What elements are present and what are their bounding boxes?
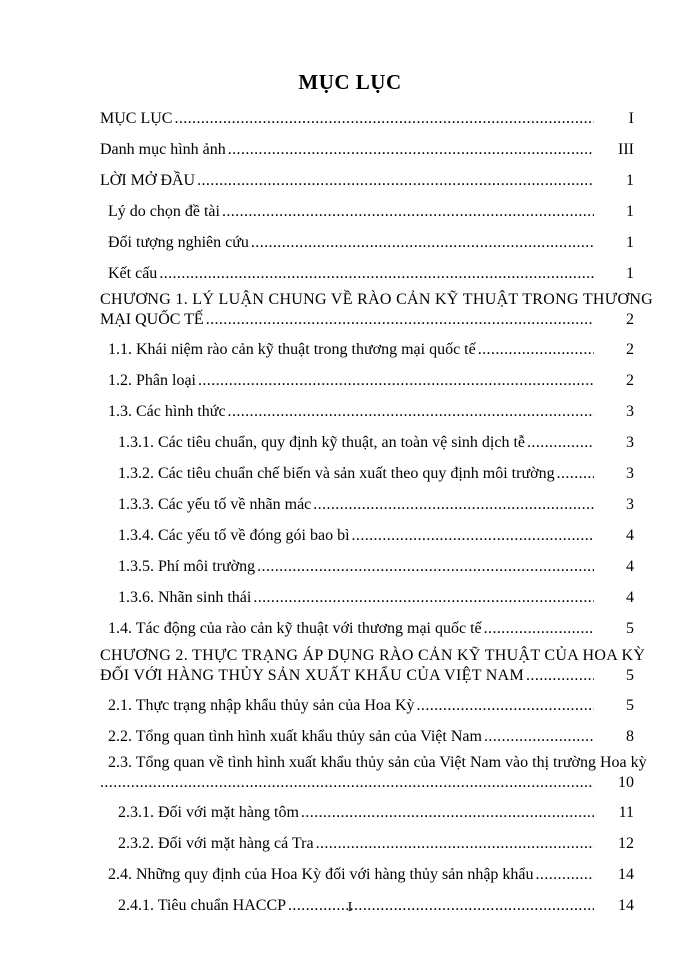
toc-entry-1-3-4[interactable]	[118, 527, 600, 545]
toc-entry-text: 2.4.1. Tiêu chuẩn HACCP	[118, 897, 287, 914]
toc-page-number: 8	[626, 728, 634, 745]
toc-entry-chuong-1[interactable]	[100, 291, 654, 309]
dot-leader	[352, 527, 594, 545]
toc-page-number: 3	[626, 496, 634, 513]
toc-entry-text: 2.4. Những quy định của Hoa Kỳ đối với hàng thủy sản nhập khẩu	[108, 866, 534, 883]
toc-entry-text: 2.2. Tổng quan tình hình xuất khẩu thủy sản của Việt Nam	[108, 728, 482, 745]
footer-page-number: I	[347, 900, 353, 915]
toc-entry-2-3-cont[interactable]	[100, 774, 600, 792]
toc-entry-muc-luc[interactable]	[100, 110, 600, 128]
dot-leader	[206, 311, 594, 329]
toc-page-number: 5	[626, 620, 634, 637]
toc-entry-1-3-2[interactable]	[118, 465, 600, 483]
dot-leader	[198, 372, 594, 390]
toc-page-number: 4	[626, 527, 634, 544]
toc-entry-text: Lý do chọn đề tài	[108, 203, 220, 220]
toc-page-number: 14	[618, 897, 634, 914]
toc-entry-2-3-2[interactable]	[118, 835, 600, 853]
dot-leader	[159, 265, 594, 283]
toc-page-number: 2	[626, 372, 634, 389]
toc-page-number: 10	[618, 774, 634, 791]
toc-page-number: 3	[626, 434, 634, 451]
toc-page-number: 2	[626, 311, 634, 328]
dot-leader	[301, 804, 594, 822]
toc-page-number: 1	[626, 172, 634, 189]
toc-entry-text: 2.3.1. Đối với mặt hàng tôm	[118, 804, 299, 821]
toc-entry-2-3[interactable]	[108, 754, 647, 772]
toc-entry-loi-mo-dau[interactable]	[100, 172, 600, 190]
dot-leader	[228, 141, 594, 159]
toc-entry-2-1[interactable]	[108, 697, 600, 715]
toc-page-number: 4	[626, 558, 634, 575]
toc-entry-1-3-3[interactable]	[118, 496, 600, 514]
dot-leader	[417, 697, 594, 715]
toc-entry-1-1[interactable]	[108, 341, 600, 359]
toc-entry-text: 1.3.6. Nhãn sinh thái	[118, 589, 252, 606]
dot-leader	[257, 558, 594, 576]
toc-entry-1-3-1[interactable]	[118, 434, 600, 452]
toc-entry-2-3-1[interactable]	[118, 804, 600, 822]
toc-entry-1-2[interactable]	[108, 372, 600, 390]
toc-page-number: 1	[626, 203, 634, 220]
dot-leader	[536, 866, 594, 884]
toc-page-number: 3	[626, 465, 634, 482]
toc-entry-1-3[interactable]	[108, 403, 600, 421]
toc-page-number: 5	[626, 697, 634, 714]
toc-entry-ket-cau[interactable]	[108, 265, 600, 283]
toc-entry-text: LỜI MỞ ĐẦU	[100, 172, 196, 189]
toc-entry-text: 2.1. Thực trạng nhập khẩu thủy sản của Hoa Kỳ	[108, 697, 415, 714]
toc-entry-danh-muc-hinh-anh[interactable]	[100, 141, 600, 159]
toc-page-number: 5	[626, 667, 634, 684]
toc-page-number: 11	[618, 804, 634, 821]
toc-entry-text: 1.3.1. Các tiêu chuẩn, quy định kỹ thuật, an toàn vệ sinh dịch tễ	[118, 434, 526, 451]
toc-page-number: 12	[618, 835, 634, 852]
toc-page-number: I	[628, 110, 634, 127]
toc-entry-chuong-1-cont[interactable]	[100, 311, 600, 329]
toc-entry-text: Đối tượng nghiên cứu	[108, 234, 249, 251]
dot-leader	[484, 728, 594, 746]
dot-leader	[253, 589, 594, 607]
toc-entry-text: Kết cấu	[108, 265, 158, 282]
toc-entry-chuong-2[interactable]	[100, 647, 646, 665]
toc-entry-text: 2.3. Tổng quan về tình hình xuất khẩu thủy sản của Việt Nam vào thị trường Hoa kỳ	[108, 754, 647, 771]
toc-entry-ly-do[interactable]	[108, 203, 600, 221]
toc-entry-text: 1.3. Các hình thức	[108, 403, 226, 420]
dot-leader	[527, 434, 594, 452]
toc-page-number: 4	[626, 589, 634, 606]
toc-page-number: III	[618, 141, 634, 158]
toc-entry-text: 1.3.3. Các yếu tố về nhãn mác	[118, 496, 312, 513]
toc-entry-text: 1.3.4. Các yếu tố về đóng gói bao bì	[118, 527, 350, 544]
toc-page-number: 1	[626, 265, 634, 282]
toc-entry-2-4[interactable]	[108, 866, 600, 884]
toc-page-number: 14	[618, 866, 634, 883]
toc-entry-text: 1.3.5. Phí môi trường	[118, 558, 256, 575]
dot-leader	[557, 465, 594, 483]
toc-entry-text: 1.2. Phân loại	[108, 372, 196, 389]
toc-page-number: 3	[626, 403, 634, 420]
toc-entry-1-4[interactable]	[108, 620, 600, 638]
dot-leader	[228, 403, 594, 421]
dot-leader	[484, 620, 594, 638]
toc-page-number: 2	[626, 341, 634, 358]
toc-entry-text: 2.3.2. Đối với mặt hàng cá Tra	[118, 835, 314, 852]
toc-entry-1-3-5[interactable]	[118, 558, 600, 576]
page-title: MỤC LỤC	[298, 70, 402, 94]
toc-entry-text: MỤC LỤC	[100, 110, 173, 127]
dot-leader	[251, 234, 594, 252]
toc-entry-text: MẠI QUỐC TẾ	[100, 311, 204, 328]
toc-entry-text: CHƯƠNG 2. THỰC TRẠNG ÁP DỤNG RÀO CẢN KỸ THUẬT CỦA HOA KỲ	[100, 647, 646, 664]
toc-page-number: 1	[626, 234, 634, 251]
dot-leader	[100, 774, 594, 792]
toc-entry-text: ĐỐI VỚI HÀNG THỦY SẢN XUẤT KHẨU CỦA VIỆT NAM	[100, 667, 525, 684]
toc-entry-text: 1.3.2. Các tiêu chuẩn chế biến và sản xuất theo quy định môi trường	[118, 465, 555, 482]
toc-entry-1-3-6[interactable]	[118, 589, 600, 607]
toc-entry-text: CHƯƠNG 1. LÝ LUẬN CHUNG VỀ RÀO CẢN KỸ THUẬT TRONG THƯƠNG	[100, 291, 654, 308]
toc-entry-chuong-2-cont[interactable]	[100, 667, 600, 685]
toc-entry-text: 1.1. Khái niệm rào cản kỹ thuật trong thương mại quốc tế	[108, 341, 476, 358]
dot-leader	[313, 496, 594, 514]
dot-leader	[526, 667, 594, 685]
toc-entry-doi-tuong[interactable]	[108, 234, 600, 252]
dot-leader	[478, 341, 594, 359]
dot-leader	[222, 203, 594, 221]
dot-leader	[316, 835, 594, 853]
toc-entry-text: 1.4. Tác động của rào cản kỹ thuật với thương mại quốc tế	[108, 620, 482, 637]
dot-leader	[174, 110, 594, 128]
dot-leader	[197, 172, 594, 190]
toc-entry-text: Danh mục hình ảnh	[100, 141, 226, 158]
toc-entry-2-2[interactable]	[108, 728, 600, 746]
